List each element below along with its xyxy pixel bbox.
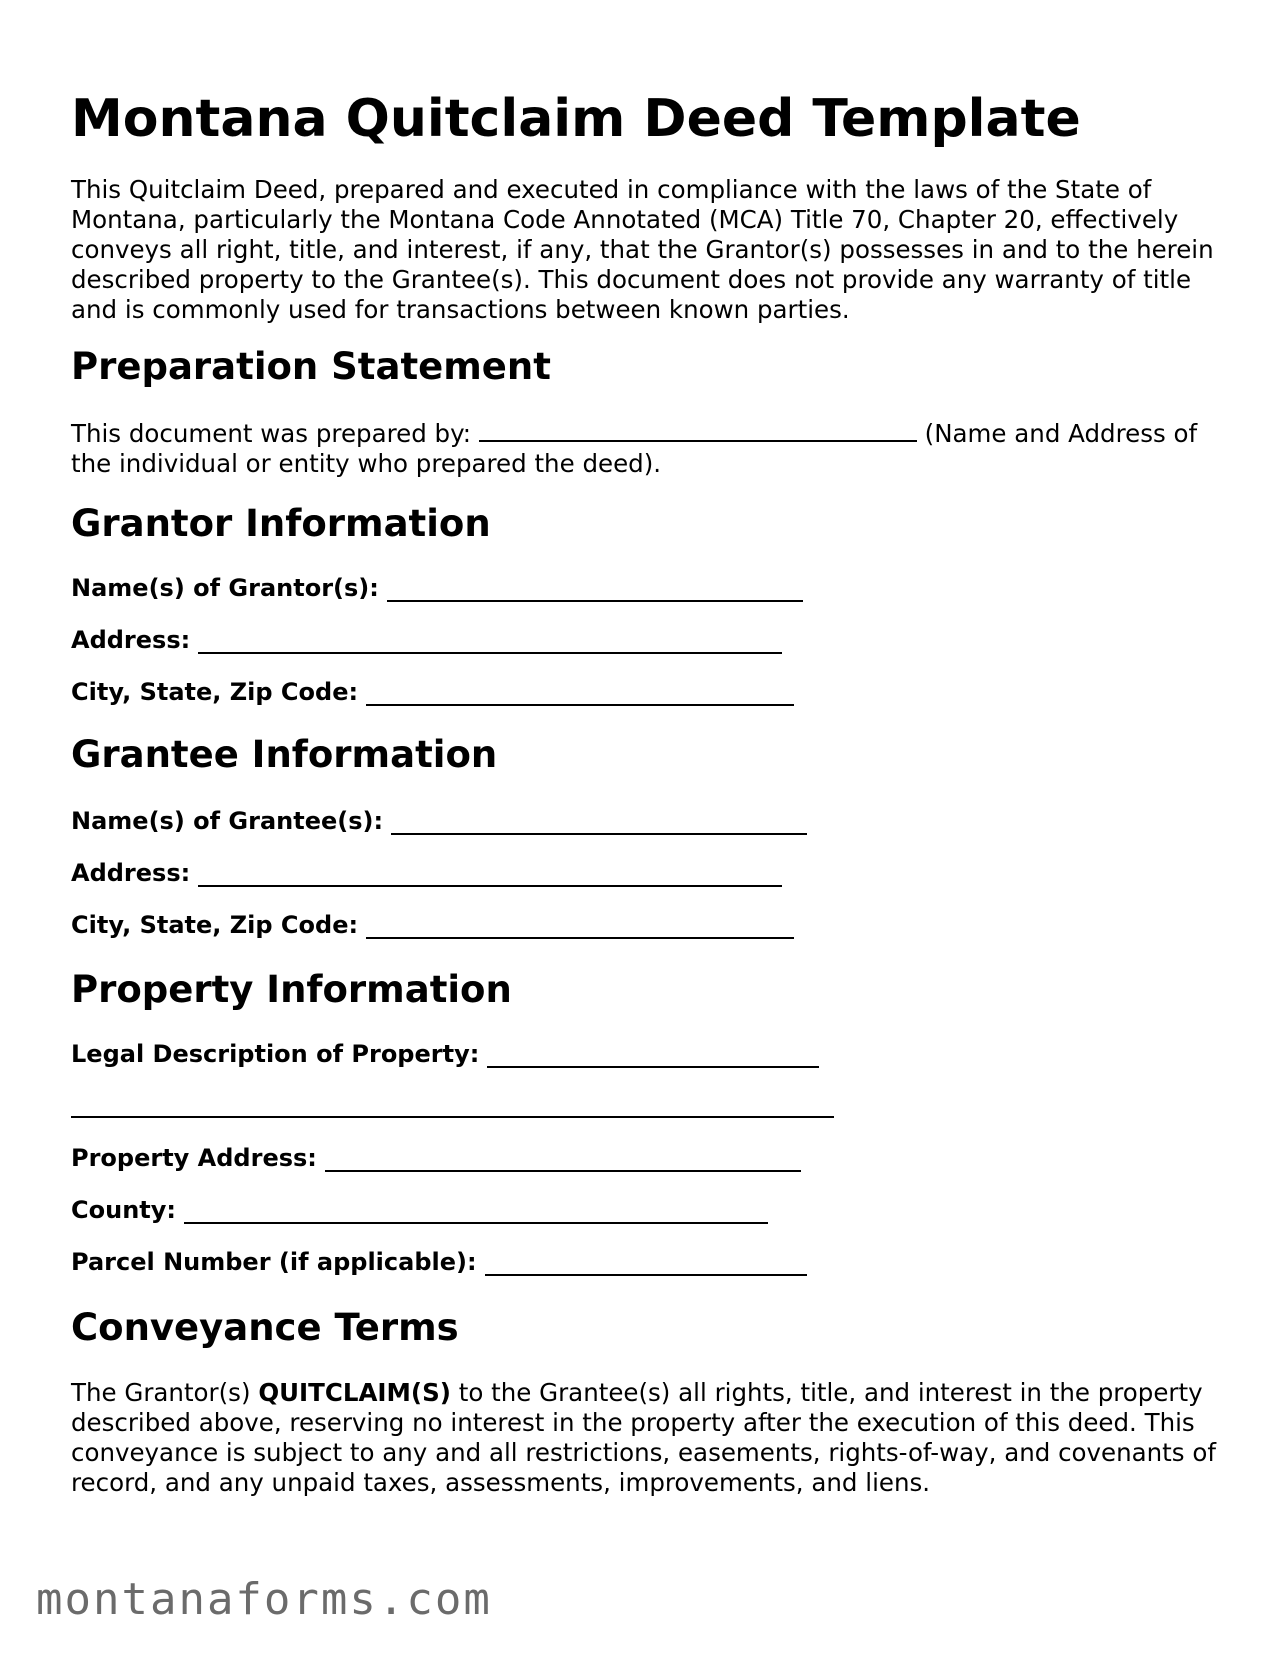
county-field[interactable] bbox=[184, 1198, 768, 1224]
preparation-statement bbox=[71, 418, 1221, 479]
grantee-city-label: City, State, Zip Code: bbox=[71, 911, 359, 939]
grantor-name-row bbox=[71, 574, 803, 602]
intro-paragraph bbox=[71, 175, 1221, 325]
quitclaim-emphasis: QUITCLAIM(S) bbox=[258, 1378, 451, 1407]
grantee-heading: Grantee Information bbox=[71, 733, 498, 776]
property-address-row bbox=[71, 1144, 801, 1172]
grantee-city-row bbox=[71, 911, 794, 939]
county-row bbox=[71, 1196, 768, 1224]
conveyance-text-after: to the Grantee(s) all rights, title, and interest in the property described above, reserving no interest in the property after the execution of this deed. This conveyance is subject to any and all restrictions, easements, rights-of-way, and covenants of record, and any unpaid taxes, assessments, improvements, and liens. bbox=[71, 1378, 1216, 1497]
property-heading: Property Information bbox=[71, 968, 512, 1011]
watermark: montanaforms.com bbox=[36, 1574, 492, 1625]
grantee-name-row bbox=[71, 807, 807, 835]
preparation-heading: Preparation Statement bbox=[71, 345, 551, 388]
grantee-address-row bbox=[71, 859, 782, 887]
county-label: County: bbox=[71, 1196, 176, 1224]
grantor-address-label: Address: bbox=[71, 626, 191, 654]
grantor-city-row bbox=[71, 678, 794, 706]
grantee-name-field[interactable] bbox=[391, 809, 807, 835]
grantor-heading: Grantor Information bbox=[71, 502, 491, 545]
grantee-name-label: Name(s) of Grantee(s): bbox=[71, 807, 384, 835]
grantor-city-field[interactable] bbox=[366, 680, 794, 706]
grantee-city-field[interactable] bbox=[366, 913, 794, 939]
grantee-address-field[interactable] bbox=[198, 861, 782, 887]
conveyance-heading: Conveyance Terms bbox=[71, 1306, 459, 1349]
legal-description-continuation-field[interactable] bbox=[71, 1116, 834, 1118]
grantor-city-label: City, State, Zip Code: bbox=[71, 678, 359, 706]
parcel-number-row bbox=[71, 1248, 807, 1276]
preparation-suffix: (Name and Address of the individual or entity who prepared the deed). bbox=[71, 419, 1198, 478]
legal-description-field[interactable] bbox=[487, 1042, 819, 1068]
grantee-address-label: Address: bbox=[71, 859, 191, 887]
page-title: Montana Quitclaim Deed Template bbox=[71, 89, 1081, 149]
intro-text: This Quitclaim Deed, prepared and executed in compliance with the laws of the State of Montana, particularly the Montana Code Annotated (MCA) Title 70, Chapter 20, effectively conveys all right, title, and interest, if any, that the Grantor(s) possesses in and to the herein described property to the Grantee(s). This document does not provide any warranty of title and is commonly used for transactions between known parties. bbox=[71, 175, 1214, 324]
preparer-field[interactable] bbox=[479, 418, 917, 442]
conveyance-text-before: The Grantor(s) bbox=[71, 1378, 251, 1407]
parcel-number-field[interactable] bbox=[485, 1250, 807, 1276]
grantor-name-field[interactable] bbox=[387, 576, 803, 602]
grantor-name-label: Name(s) of Grantor(s): bbox=[71, 574, 379, 602]
preparation-prefix: This document was prepared by: bbox=[71, 419, 472, 448]
grantor-address-field[interactable] bbox=[198, 628, 782, 654]
property-address-label: Property Address: bbox=[71, 1144, 317, 1172]
conveyance-paragraph bbox=[71, 1378, 1221, 1498]
legal-description-label: Legal Description of Property: bbox=[71, 1040, 480, 1068]
property-address-field[interactable] bbox=[325, 1146, 801, 1172]
parcel-number-label: Parcel Number (if applicable): bbox=[71, 1248, 477, 1276]
legal-description-row bbox=[71, 1040, 819, 1068]
grantor-address-row bbox=[71, 626, 782, 654]
